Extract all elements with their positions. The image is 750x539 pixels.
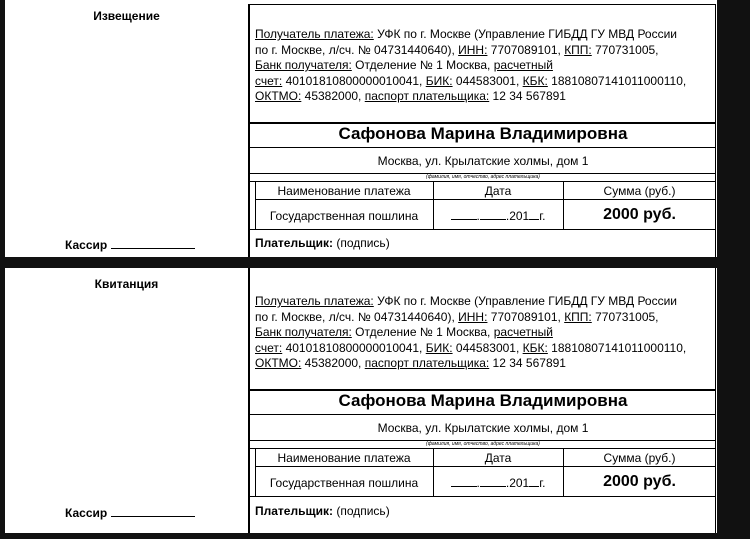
- passport-value: 12 34 567891: [489, 356, 566, 370]
- date-suffix: г.: [539, 209, 546, 223]
- recipient-label: Получатель платежа:: [255, 27, 374, 41]
- payer-signature: [255, 236, 390, 250]
- recipient-value-cont: по г. Москве, л/сч. № 04731440640),: [255, 309, 455, 324]
- notice-right-column: [250, 4, 716, 257]
- inn-value: 7707089101,: [487, 309, 561, 324]
- payment-date: . .201 г.: [433, 209, 563, 223]
- recipient-details: [255, 294, 713, 372]
- payer-name: Сафонова Марина Владимировна: [338, 391, 628, 410]
- oktmo-label: ОКТМО:: [255, 356, 302, 370]
- kbk-value: 18810807141011000110,: [547, 73, 687, 88]
- notice-cashier: [65, 238, 195, 252]
- rule: [250, 414, 716, 415]
- date-suffix: г.: [539, 476, 546, 490]
- notice-left-column: [5, 0, 248, 257]
- rule: [250, 496, 716, 497]
- inn-value: 7707089101,: [487, 42, 561, 57]
- payer-name: Сафонова Марина Владимировна: [338, 124, 628, 143]
- cashier-label: Кассир: [65, 238, 108, 252]
- kpp-label: КПП:: [564, 309, 592, 324]
- signature-label: Плательщик:: [255, 236, 333, 250]
- kpp-value: 770731005,: [591, 309, 659, 324]
- payment-table: [255, 182, 716, 229]
- receipt-left-column: [5, 268, 248, 539]
- date-month-blank: [480, 477, 506, 487]
- receipt-right-column: [250, 268, 716, 533]
- bank-value: Отделение № 1 Москва,: [351, 325, 491, 339]
- bank-label: Банк получателя:: [255, 325, 352, 339]
- payment-date: . .201 г.: [433, 476, 563, 490]
- bik-value: 044583001,: [452, 340, 520, 355]
- table-rule: [255, 466, 716, 467]
- payment-name: Государственная пошлина: [269, 476, 419, 490]
- inn-label: ИНН:: [458, 42, 488, 57]
- account-label-cont: счет:: [255, 73, 283, 88]
- kpp-label: КПП:: [564, 42, 592, 57]
- notice-section: [0, 0, 750, 257]
- passport-value: 12 34 567891: [489, 89, 566, 103]
- bik-value: 044583001,: [452, 73, 520, 88]
- col-name-header: Наименование платежа: [277, 451, 411, 465]
- signature-label: Плательщик:: [255, 504, 333, 518]
- date-month-blank: [480, 210, 506, 220]
- oktmo-label: ОКТМО:: [255, 89, 302, 103]
- kpp-value: 770731005,: [591, 42, 659, 57]
- bik-label: БИК:: [425, 340, 453, 355]
- col-name-header: Наименование платежа: [277, 184, 411, 198]
- payer-address-hint: (фамилия, имя, отчество, адрес плательщика): [426, 174, 540, 180]
- recipient-value-cont: по г. Москве, л/сч. № 04731440640),: [255, 42, 455, 57]
- payer-address-hint: (фамилия, имя, отчество, адрес плательщика): [426, 441, 540, 447]
- oktmo-value: 45382000,: [301, 89, 362, 103]
- payer-address: Москва, ул. Крылатские холмы, дом 1: [377, 421, 589, 435]
- date-year: 201: [509, 209, 530, 223]
- recipient-value: УФК по г. Москве (Управление ГИБДД ГУ МВД России: [373, 27, 678, 41]
- notice-title: Извещение: [93, 9, 160, 23]
- account-label: расчетный: [493, 58, 553, 72]
- cashier-signature-line: [111, 240, 195, 249]
- payment-name: Государственная пошлина: [269, 209, 419, 223]
- frame-separator-strip: [0, 257, 750, 268]
- kbk-label: КБК:: [522, 73, 548, 88]
- bank-label: Банк получателя:: [255, 58, 352, 72]
- account-label: расчетный: [493, 325, 553, 339]
- payment-amount: 2000 руб.: [603, 473, 676, 490]
- recipient-label: Получатель платежа:: [255, 294, 374, 308]
- col-date-header: Дата: [484, 451, 512, 465]
- kbk-value: 18810807141011000110,: [547, 340, 687, 355]
- col-sum-header: Сумма (руб.): [603, 184, 676, 198]
- date-day-blank: [451, 477, 477, 487]
- inn-label: ИНН:: [458, 309, 488, 324]
- payment-amount: 2000 руб.: [603, 206, 676, 223]
- oktmo-value: 45382000,: [301, 356, 362, 370]
- receipt-cashier: [65, 506, 195, 520]
- passport-label: паспорт плательщика:: [364, 356, 490, 370]
- passport-label: паспорт плательщика:: [364, 89, 490, 103]
- cashier-label: Кассир: [65, 506, 108, 520]
- date-year: 201: [509, 476, 530, 490]
- payer-address: Москва, ул. Крылатские холмы, дом 1: [377, 154, 589, 168]
- signature-hint: (подпись): [336, 504, 390, 518]
- col-sum-header: Сумма (руб.): [603, 451, 676, 465]
- account-value: 40101810800000010041,: [282, 340, 423, 355]
- signature-hint: (подпись): [336, 236, 390, 250]
- date-day-blank: [451, 210, 477, 220]
- rule: [250, 147, 716, 148]
- date-year-blank: [529, 210, 539, 220]
- payer-signature: [255, 504, 390, 518]
- rule: [250, 229, 716, 230]
- kbk-label: КБК:: [522, 340, 548, 355]
- recipient-details: [255, 27, 713, 105]
- account-label-cont: счет:: [255, 340, 283, 355]
- bik-label: БИК:: [425, 73, 453, 88]
- table-rule: [255, 199, 716, 200]
- receipt-title: Квитанция: [94, 277, 159, 291]
- receipt-section: [0, 268, 750, 539]
- cashier-signature-line: [111, 508, 195, 517]
- payment-table: [255, 449, 716, 496]
- col-date-header: Дата: [484, 184, 512, 198]
- bank-value: Отделение № 1 Москва,: [351, 58, 491, 72]
- account-value: 40101810800000010041,: [282, 73, 423, 88]
- recipient-value: УФК по г. Москве (Управление ГИБДД ГУ МВД России: [373, 294, 678, 308]
- date-year-blank: [529, 477, 539, 487]
